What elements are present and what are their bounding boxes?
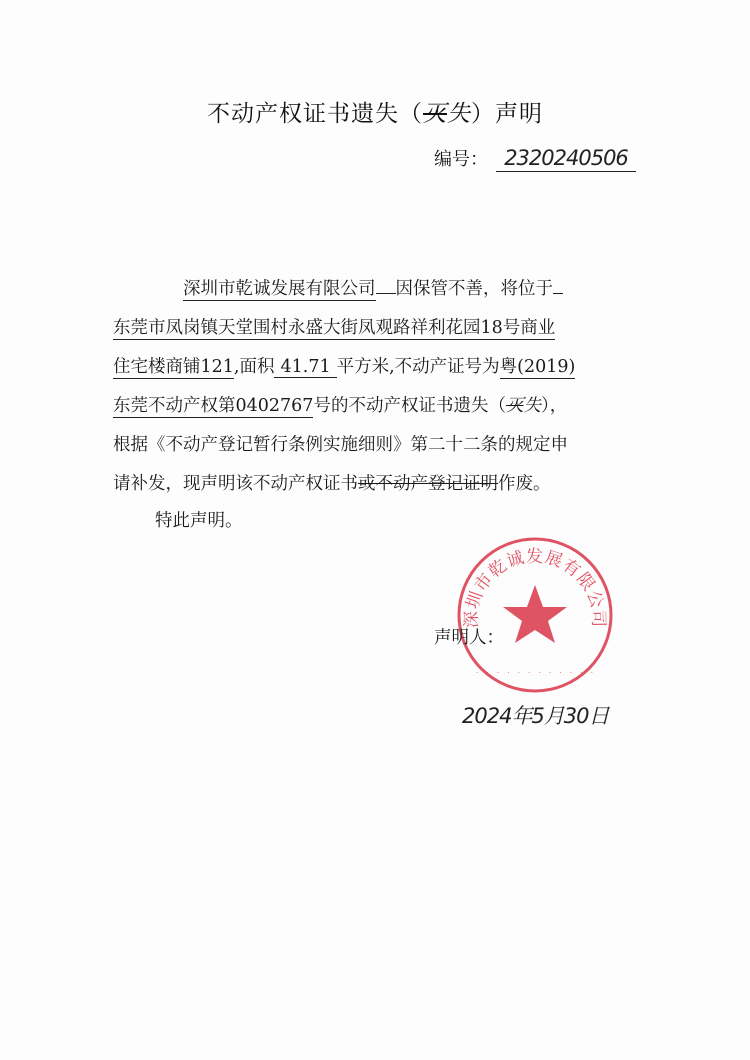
title-crossed-char: 灭 [423, 101, 447, 127]
area-value: 41.71 [274, 357, 336, 378]
body-line-4-text: 号的不动产权证书遗失（ [313, 396, 506, 416]
body-handwritten-char: 失 [523, 396, 541, 416]
seal-text: 深圳市乾诚发展有限公司 [461, 546, 609, 629]
body-crossed-char: 灭 [505, 396, 524, 416]
document-title [0, 95, 750, 128]
company-seal-icon [455, 535, 615, 695]
certificate-number-start: 粤(2019) [499, 357, 576, 377]
body-line-4-close: ）， [540, 396, 568, 416]
number-value: 2320240506 [496, 146, 636, 172]
number-label: 编号： [434, 149, 488, 170]
body-line-4 [113, 387, 643, 426]
document-number [434, 145, 644, 172]
area-prefix: ,面积 [233, 357, 275, 377]
body-line-1 [113, 270, 643, 309]
body-line-6-text: 请补发，现声明该不动产权证书 [113, 474, 358, 494]
certificate-number-end: 东莞不动产权第0402767 [113, 396, 314, 416]
property-address-end: 住宅楼商铺121 [113, 357, 234, 377]
closing-statement: 特此声明。 [155, 511, 243, 531]
title-main: 不动产权证书遗失（ [207, 101, 423, 127]
body-line-3 [113, 348, 643, 387]
area-suffix: 平方米,不动产证号为 [336, 357, 500, 377]
body-line-6 [113, 465, 643, 504]
declarant-label: 声明人： [434, 628, 504, 648]
body-line-2 [113, 309, 643, 348]
title-tail: ）声明 [471, 101, 543, 127]
body-line-6-tail: 作废。 [498, 474, 551, 494]
declaration-body [113, 270, 643, 504]
body-line-5: 根据《不动产登记暂行条例实施细则》第二十二条的规定申 [113, 435, 568, 455]
declaration-date: 2024年5月30日 [462, 704, 609, 728]
crossed-phrase: 或不动产登记证明 [358, 474, 498, 494]
title-handwritten-char: 失 [447, 101, 471, 127]
company-name: 深圳市乾诚发展有限公司 [183, 279, 376, 299]
svg-text:· · · · · · · · · · · ·: · · · · · · · · · · · · [475, 669, 595, 677]
property-address: 东莞市凤岗镇天堂围村永盛大街凤观路祥利花园18号商业 [113, 318, 556, 338]
body-line-1-rest: 因保管不善，将位于 [395, 279, 553, 299]
